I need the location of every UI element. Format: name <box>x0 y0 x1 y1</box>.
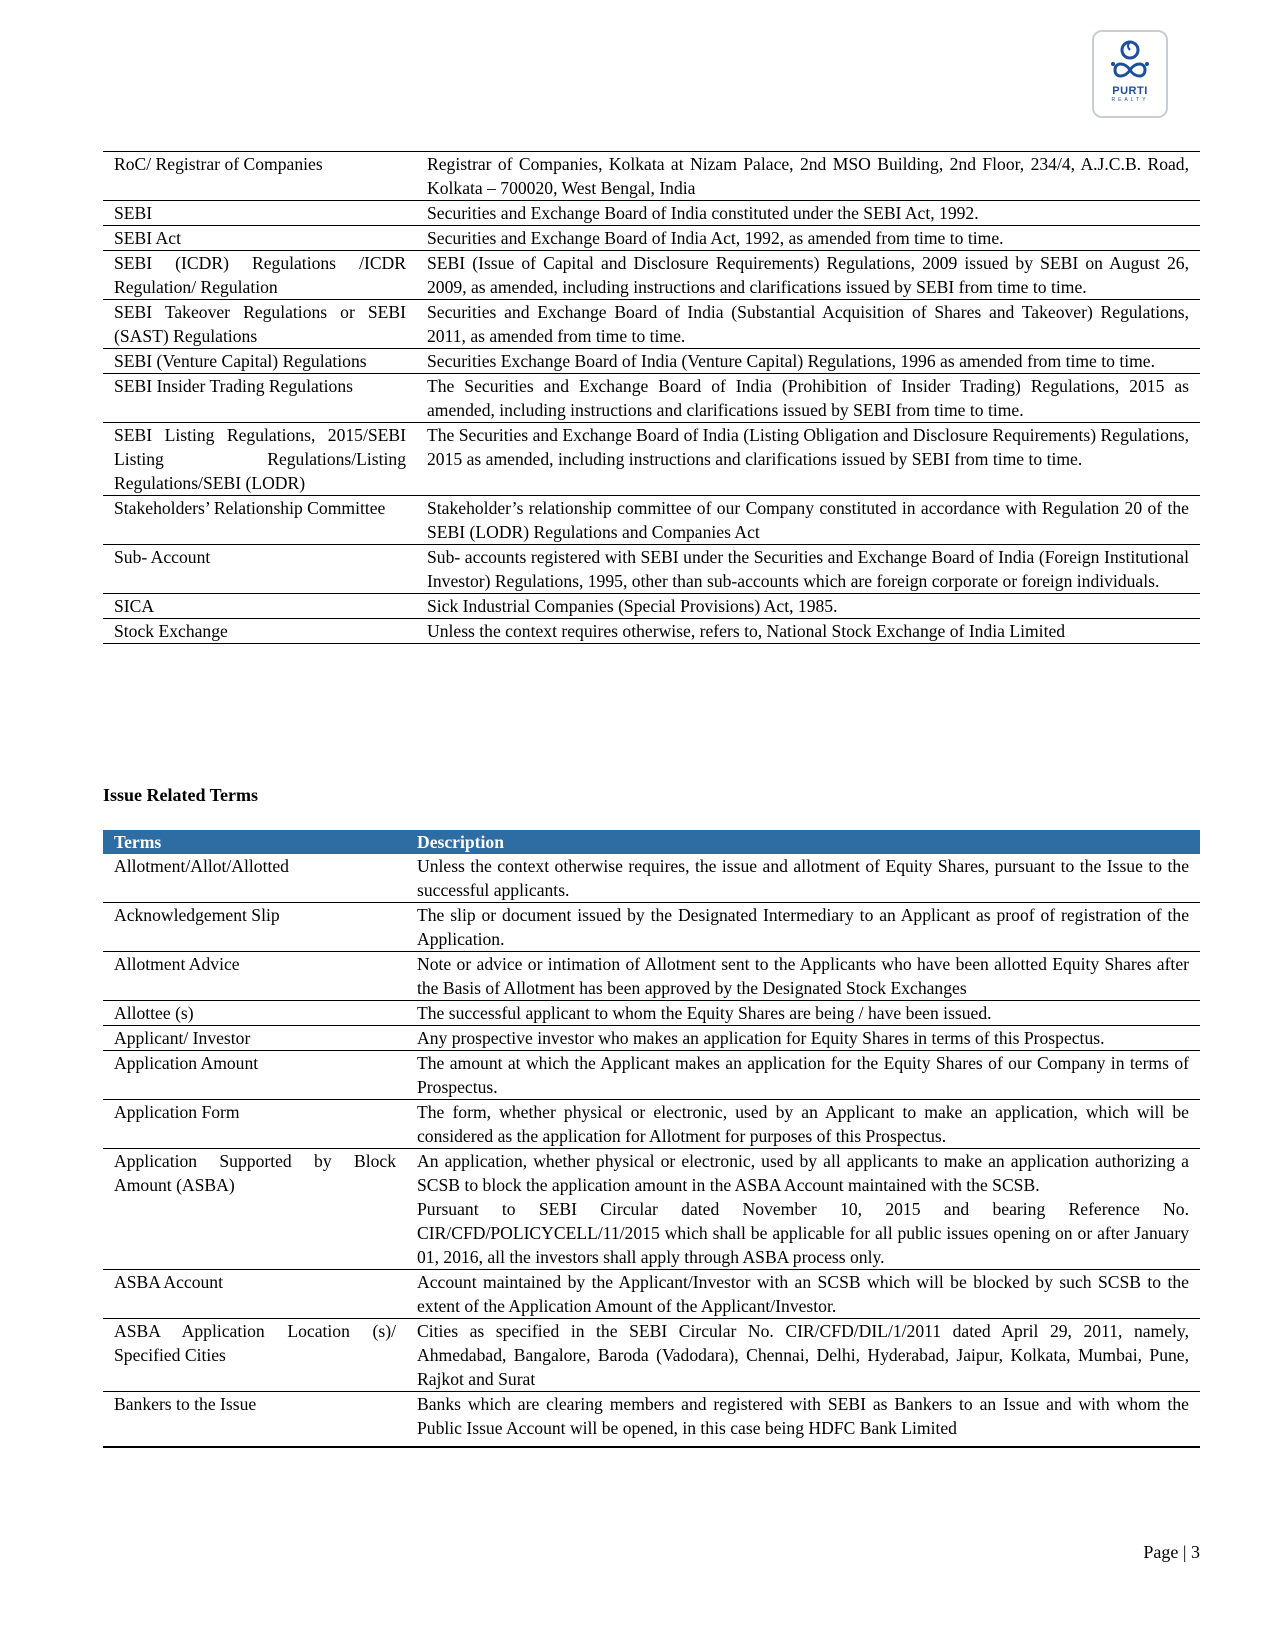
description-cell: Unless the context otherwise requires, the issue and allotment of Equity Shares, pursuant to the Issue to the successful applicants. <box>417 856 1189 900</box>
description-cell: Securities and Exchange Board of India (Substantial Acquisition of Shares and Takeover) Regulations, 2011, as amended from time to time. <box>416 300 1200 349</box>
table-row <box>103 903 1200 952</box>
table-row <box>103 1392 1200 1448</box>
term-cell: Stock Exchange <box>103 619 416 644</box>
term-cell: SEBI (ICDR) Regulations /ICDR Regulation/ Regulation <box>103 251 416 300</box>
description-cell: The form, whether physical or electronic, used by an Applicant to make an application, which will be considered as the application for Allotment for purposes of this Prospectus. <box>406 1100 1200 1149</box>
table-row <box>103 1051 1200 1100</box>
description-cell <box>406 1149 1200 1270</box>
description-cell: The amount at which the Applicant makes an application for the Equity Shares of our Company in terms of Prospectus. <box>406 1051 1200 1100</box>
term-cell: Stakeholders’ Relationship Committee <box>103 496 416 545</box>
term-cell: SEBI Takeover Regulations or SEBI (SAST) Regulations <box>103 300 416 349</box>
description-cell: Any prospective investor who makes an application for Equity Shares in terms of this Prospectus. <box>406 1026 1200 1051</box>
section-heading: Issue Related Terms <box>103 785 259 805</box>
description-cell: Cities as specified in the SEBI Circular No. CIR/CFD/DIL/1/2011 dated April 29, 2011, namely, Ahmedabad, Bangalore, Baroda (Vadodara), Chennai, Delhi, Hyderabad, Jaipur, Kolkata, Mumbai, Pune, Rajkot and Surat <box>406 1319 1200 1392</box>
term-cell: SEBI <box>103 201 416 226</box>
term-cell: SEBI Listing Regulations, 2015/SEBI Listing Regulations/Listing Regulations/SEBI (LODR) <box>103 423 416 496</box>
term-cell: SEBI (Venture Capital) Regulations <box>103 349 416 374</box>
table-row <box>103 1026 1200 1051</box>
description-cell: Account maintained by the Applicant/Investor with an SCSB which will be blocked by such SCSB to the extent of the Application Amount of the Applicant/Investor. <box>406 1270 1200 1319</box>
term-cell: SEBI Insider Trading Regulations <box>103 374 416 423</box>
term-cell: Acknowledgement Slip <box>103 903 406 952</box>
term-cell: Application Form <box>103 1100 406 1149</box>
definitions-table <box>103 151 1200 644</box>
term-cell: Bankers to the Issue <box>103 1392 406 1448</box>
description-cell: SEBI (Issue of Capital and Disclosure Requirements) Regulations, 2009 issued by SEBI on August 26, 2009, as amended, including instructions and clarifications issued by SEBI from time to time. <box>416 251 1200 300</box>
description-paragraph: Pursuant to SEBI Circular dated November 10, 2015 and bearing Reference No. CIR/CFD/POLICYCELL/11/2015 which shall be applicable for all public issues opening on or after January 01, 2016, all the investors shall apply through ASBA process only. <box>417 1199 1189 1267</box>
table-row <box>103 201 1200 226</box>
description-cell: The successful applicant to whom the Equity Shares are being / have been issued. <box>406 1001 1200 1026</box>
description-cell: Banks which are clearing members and registered with SEBI as Bankers to an Issue and with whom the Public Issue Account will be opened, in this case being HDFC Bank Limited <box>406 1392 1200 1448</box>
term-cell: Allotment Advice <box>103 952 406 1001</box>
description-cell: Unless the context requires otherwise, refers to, National Stock Exchange of India Limited <box>416 619 1200 644</box>
description-paragraph: An application, whether physical or electronic, used by all applicants to make an application authorizing a SCSB to block the application amount in the ASBA Account maintained with the SCSB. <box>417 1151 1189 1195</box>
term-cell: Applicant/ Investor <box>103 1026 406 1051</box>
table-row <box>103 374 1200 423</box>
term-cell: ASBA Account <box>103 1270 406 1319</box>
description-cell: Sub- accounts registered with SEBI under the Securities and Exchange Board of India (Foreign Institutional Investor) Regulations, 1995, other than sub-accounts which are foreign corporate or foreign individuals. <box>416 545 1200 594</box>
page-number: Page | 3 <box>1143 1542 1200 1562</box>
company-logo <box>1092 30 1168 118</box>
table-row <box>103 423 1200 496</box>
table-row <box>103 152 1200 201</box>
table-row <box>103 1001 1200 1026</box>
table-row <box>103 1319 1200 1392</box>
table-row <box>103 619 1200 644</box>
table-row <box>103 1149 1200 1270</box>
purti-emblem-icon <box>1107 38 1153 86</box>
table-row <box>103 496 1200 545</box>
table-row <box>103 545 1200 594</box>
table-row <box>103 594 1200 619</box>
table-row <box>103 952 1200 1001</box>
description-cell: Securities Exchange Board of India (Venture Capital) Regulations, 1996 as amended from time to time. <box>416 349 1200 374</box>
logo-sub-text: REALTY <box>1111 97 1149 103</box>
term-cell: Application Amount <box>103 1051 406 1100</box>
term-cell: Allotment/Allot/Allotted <box>114 856 289 876</box>
table-row <box>103 300 1200 349</box>
description-cell: Sick Industrial Companies (Special Provisions) Act, 1985. <box>416 594 1200 619</box>
table-row <box>103 854 1200 903</box>
term-cell: Application Supported by Block Amount (ASBA) <box>103 1149 406 1270</box>
description-cell: Registrar of Companies, Kolkata at Nizam Palace, 2nd MSO Building, 2nd Floor, 234/4, A.J.C.B. Road, Kolkata – 700020, West Bengal, India <box>416 152 1200 201</box>
header-description: Description <box>406 831 1200 855</box>
description-cell: Securities and Exchange Board of India constituted under the SEBI Act, 1992. <box>416 201 1200 226</box>
term-cell: SEBI Act <box>103 226 416 251</box>
description-cell: The Securities and Exchange Board of India (Prohibition of Insider Trading) Regulations, 2015 as amended, including instructions and clarifications issued by SEBI from time to time. <box>416 374 1200 423</box>
table-row <box>103 226 1200 251</box>
description-cell: Stakeholder’s relationship committee of our Company constituted in accordance with Regulation 20 of the SEBI (LODR) Regulations and Companies Act <box>416 496 1200 545</box>
term-cell: ASBA Application Location (s)/ Specified Cities <box>103 1319 406 1392</box>
table-header-row <box>103 831 1200 855</box>
table-row <box>103 1100 1200 1149</box>
term-cell: RoC/ Registrar of Companies <box>103 152 416 201</box>
description-cell: Securities and Exchange Board of India Act, 1992, as amended from time to time. <box>416 226 1200 251</box>
table-row <box>103 1270 1200 1319</box>
term-cell: SICA <box>103 594 416 619</box>
header-terms: Terms <box>103 831 406 855</box>
description-cell: The slip or document issued by the Designated Intermediary to an Applicant as proof of registration of the Application. <box>406 903 1200 952</box>
table-row <box>103 349 1200 374</box>
logo-brand-text: PURTI <box>1112 85 1148 97</box>
description-cell: The Securities and Exchange Board of India (Listing Obligation and Disclosure Requirements) Regulations, 2015 as amended, including instructions and clarifications issued by SEBI from time to time. <box>416 423 1200 496</box>
term-cell: Sub- Account <box>103 545 416 594</box>
term-cell: Allottee (s) <box>103 1001 406 1026</box>
issue-terms-table <box>103 830 1200 1448</box>
table-row <box>103 251 1200 300</box>
description-cell: Note or advice or intimation of Allotment sent to the Applicants who have been allotted Equity Shares after the Basis of Allotment has been approved by the Designated Stock Exchanges <box>406 952 1200 1001</box>
